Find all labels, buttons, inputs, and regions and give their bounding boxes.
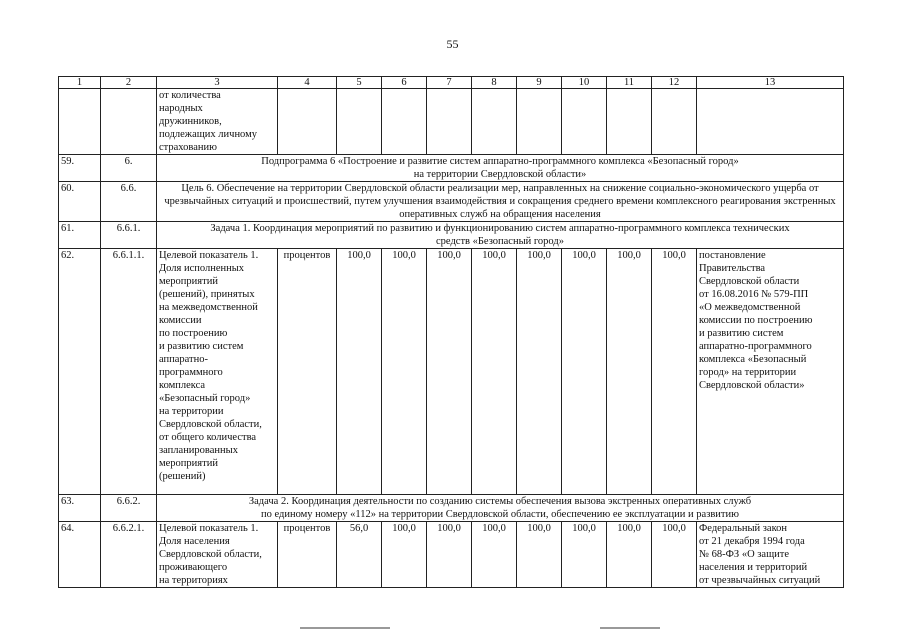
row-number: 62. <box>59 249 101 495</box>
value-cell: 100,0 <box>607 522 652 588</box>
value-cell: 100,0 <box>652 249 697 495</box>
value-cell: 100,0 <box>382 522 427 588</box>
task-text: Задача 2. Координация деятельности по созданию системы обеспечения вызова экстренных оперативных служб по единому номеру «112» на территории Свердловской области, обеспечению ее эксплуатации и развитию <box>157 495 844 522</box>
column-number: 6 <box>382 77 427 89</box>
column-number: 10 <box>562 77 607 89</box>
table-row-61 <box>59 222 844 249</box>
table-row-63 <box>59 495 844 522</box>
value-cell: 100,0 <box>517 522 562 588</box>
row-number: 64. <box>59 522 101 588</box>
row-number: 61. <box>59 222 101 249</box>
value-cell: 56,0 <box>337 522 382 588</box>
column-number: 1 <box>59 77 101 89</box>
row-code: 6.6.2. <box>101 495 157 522</box>
table-row-62 <box>59 249 844 495</box>
unit-cell: процентов <box>278 249 337 495</box>
row-code: 6.6.1. <box>101 222 157 249</box>
value-cell: 100,0 <box>427 249 472 495</box>
scan-artifact-line <box>600 627 660 629</box>
scan-artifact-line <box>300 627 390 629</box>
column-number: 2 <box>101 77 157 89</box>
task-text: Задача 1. Координация мероприятий по развитию и функционированию систем аппаратно-программного комплекса технических средств «Безопасный город» <box>157 222 844 249</box>
value-cell: 100,0 <box>517 249 562 495</box>
value-cell: 100,0 <box>472 249 517 495</box>
column-number: 8 <box>472 77 517 89</box>
indicator-cell: Целевой показатель 1. Доля исполненных мероприятий (решений), принятых на межведомственной комиссии по построению и развитию систем аппаратно- программного комплекса «Безопасный город» на территории Свердловской области, от общего количества запланированных мероприятий (решений) <box>157 249 278 495</box>
table-row-continuation <box>59 89 844 155</box>
value-cell: 100,0 <box>562 522 607 588</box>
row-code: 6.6. <box>101 182 157 222</box>
value-cell: 100,0 <box>472 522 517 588</box>
row-code: 6.6.1.1. <box>101 249 157 495</box>
value-cell: 100,0 <box>427 522 472 588</box>
indicator-cell: Целевой показатель 1. Доля населения Свердловской области, проживающего на территориях <box>157 522 278 588</box>
row-number: 59. <box>59 155 101 182</box>
row-code: 6. <box>101 155 157 182</box>
table-row-59 <box>59 155 844 182</box>
column-number: 13 <box>697 77 844 89</box>
column-number: 5 <box>337 77 382 89</box>
value-cell: 100,0 <box>607 249 652 495</box>
column-number: 7 <box>427 77 472 89</box>
row-code: 6.6.2.1. <box>101 522 157 588</box>
column-number: 12 <box>652 77 697 89</box>
source-cell: Федеральный закон от 21 декабря 1994 года № 68-ФЗ «О защите населения и территорий от чрезвычайных ситуаций <box>697 522 844 588</box>
value-cell: 100,0 <box>337 249 382 495</box>
table-row-64 <box>59 522 844 588</box>
subprogram-title: Подпрограмма 6 «Построение и развитие систем аппаратно-программного комплекса «Безопасный город» на территории Свердловской области» <box>157 155 844 182</box>
value-cell: 100,0 <box>652 522 697 588</box>
indicator-table <box>58 76 844 588</box>
unit-cell: процентов <box>278 522 337 588</box>
column-number: 3 <box>157 77 278 89</box>
goal-text: Цель 6. Обеспечение на территории Свердловской области реализации мер, направленных на снижение социально-экономического ущерба от чрезвычайных ситуаций и происшествий, путем улучшения взаимодействия и сокращения среднего времени комплексного реагирования экстренных оперативных служб на обращения населения <box>157 182 844 222</box>
column-number: 11 <box>607 77 652 89</box>
source-cell: постановление Правительства Свердловской области от 16.08.2016 № 579-ПП «О межведомственной комиссии по построению и развитию систем аппаратно-программного комплекса «Безопасный город» на территории Свердловской области» <box>697 249 844 495</box>
row-number: 63. <box>59 495 101 522</box>
value-cell: 100,0 <box>562 249 607 495</box>
page-number: 55 <box>446 37 459 51</box>
row-number: 60. <box>59 182 101 222</box>
column-number: 9 <box>517 77 562 89</box>
column-number-row <box>59 77 844 89</box>
value-cell: 100,0 <box>382 249 427 495</box>
column-number: 4 <box>278 77 337 89</box>
table-row-60 <box>59 182 844 222</box>
indicator-cell: от количества народных дружинников, подлежащих личному страхованию <box>157 89 278 155</box>
